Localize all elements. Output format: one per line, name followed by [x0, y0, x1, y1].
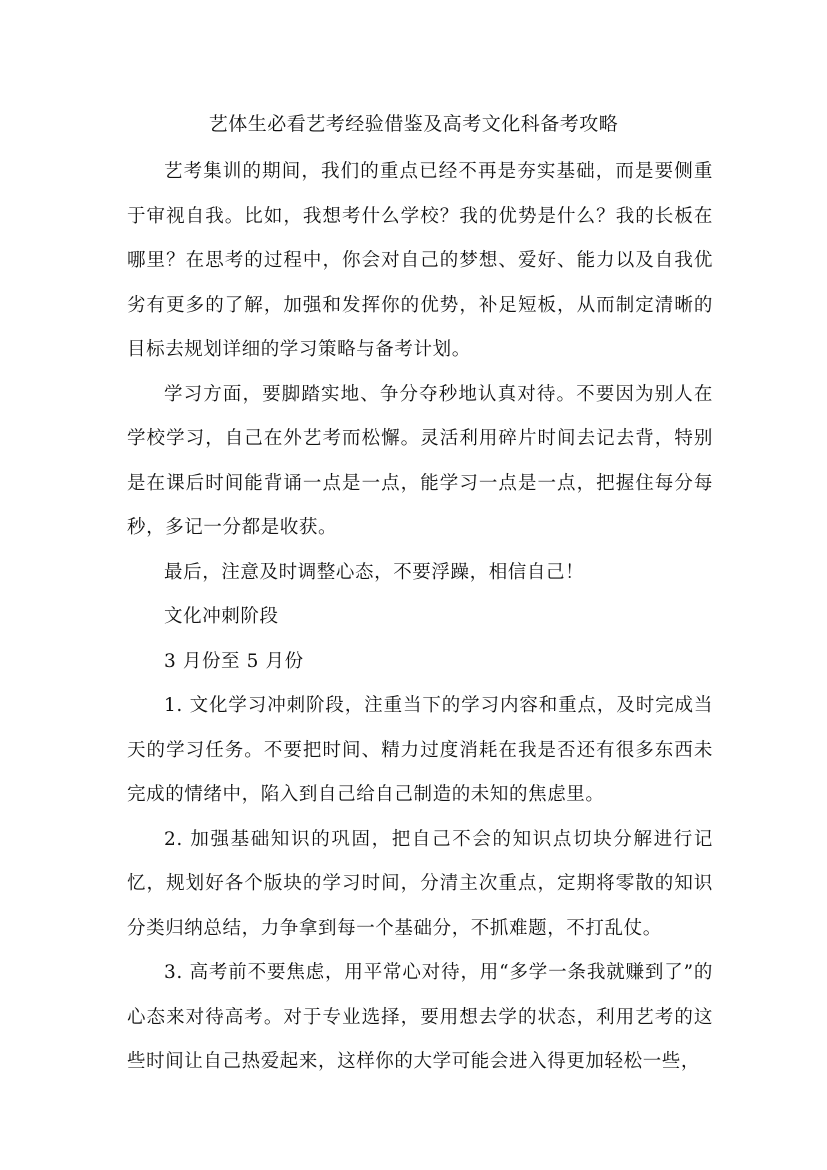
section-heading-sprint: 文化冲刺阶段 — [164, 606, 279, 627]
section-period: 3 月份至 5 月份 — [164, 650, 304, 672]
document-body — [127, 150, 713, 1085]
paragraph-intro: 艺考集训的期间，我们的重点已经不再是夯实基础，而是要侧重于审视自我。比如，我想考什么学校？我的优势是什么？我的长板在哪里？在思考的过程中，你会对自己的梦想、爱好、能力以及自我优劣有更多的了解，加强和发挥你的优势，补足短板，从而制定清晰的目标去规划详细的学习策略与备考计划。 — [127, 161, 713, 360]
list-item-2: 2. 加强基础知识的巩固，把自己不会的知识点切块分解进行记忆，规划好各个版块的学习时间，分清主次重点，定期将零散的知识分类归纳总结，力争拿到每一个基础分，不抓难题，不打乱仗。 — [127, 828, 713, 939]
list-item-1: 1. 文化学习冲刺阶段，注重当下的学习内容和重点，及时完成当天的学习任务。不要把时间、精力过度消耗在我是否还有很多东西未完成的情绪中，陷入到自己给自己制造的未知的焦虑里。 — [127, 695, 713, 805]
list-item-3: 3. 高考前不要焦虑，用平常心对待，用“多学一条我就赚到了”的心态来对待高考。对于专业选择，要用想去学的状态，利用艺考的这些时间让自己热爱起来，这样你的大学可能会进入得更加轻松一些， — [127, 962, 713, 1072]
paragraph-mindset: 最后，注意及时调整心态，不要浮躁，相信自己！ — [164, 561, 585, 583]
document-title: 艺体生必看艺考经验借鉴及高考文化科备考攻略 — [208, 113, 619, 135]
paragraph-study: 学习方面，要脚踏实地、争分夺秒地认真对待。不要因为别人在学校学习，自己在外艺考而松懈。灵活利用碎片时间去记去背，特别是在课后时间能背诵一点是一点，能学习一点是一点，把握住每分每秒，多记一分都是收获。 — [127, 383, 713, 538]
